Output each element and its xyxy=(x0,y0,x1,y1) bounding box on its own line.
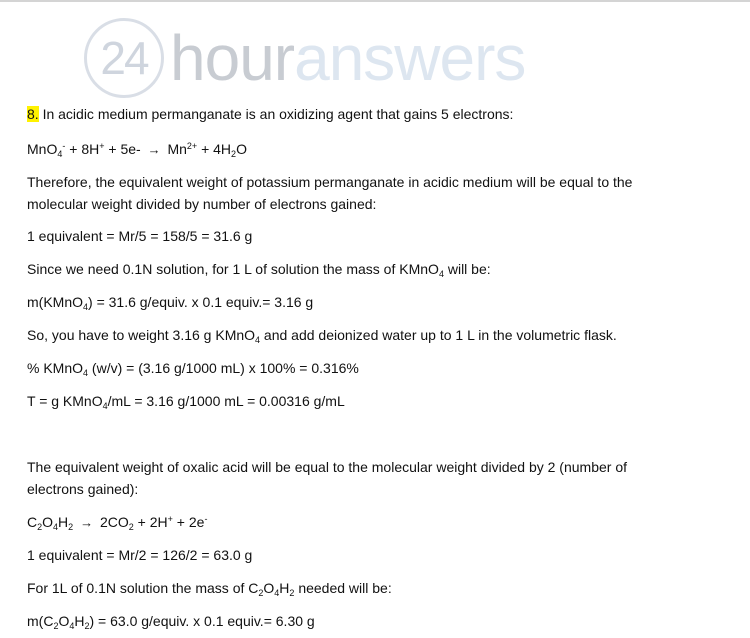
formula-part: + 8H xyxy=(65,141,100,157)
reaction-arrow-icon: → xyxy=(147,142,161,157)
formula-sub: 2 xyxy=(128,522,134,532)
reaction-permanganate xyxy=(27,139,247,160)
formula-sub: 2 xyxy=(231,149,237,159)
question-text: In acidic medium permanganate is an oxidizing agent that gains 5 electrons: xyxy=(38,106,514,122)
formula-part: MnO xyxy=(27,141,58,157)
formula-sup: + xyxy=(167,514,173,524)
question-line xyxy=(27,104,513,124)
formula-part: 2CO xyxy=(96,514,129,530)
formula-sub: 4 xyxy=(69,621,75,631)
text-part: O xyxy=(263,580,275,596)
text-part: H xyxy=(279,580,290,596)
formula-sup: - xyxy=(62,141,66,151)
watermark-logo xyxy=(84,22,525,94)
formula-sub: 4 xyxy=(274,588,280,598)
formula-sup: + xyxy=(99,141,105,151)
formula-sub: 4 xyxy=(102,401,108,411)
formula-part: O xyxy=(42,514,54,530)
equation-line: 1 equivalent = Mr/5 = 158/5 = 31.6 g xyxy=(27,228,253,244)
text-part: O xyxy=(58,613,70,629)
text-part: needed will be: xyxy=(294,580,392,596)
equation-line xyxy=(27,358,359,378)
text-part: /mL = 3.16 g/1000 mL = 0.00316 g/mL xyxy=(107,393,345,409)
equation-line xyxy=(27,611,315,631)
formula-sub: 4 xyxy=(83,302,89,312)
formula-sub: 2 xyxy=(289,588,295,598)
formula-sub: 4 xyxy=(53,522,59,532)
formula-sub: 2 xyxy=(68,522,74,532)
text-part: and add deionized water up to 1 L in the volumetric flask. xyxy=(260,327,617,343)
text-part: For 1L of 0.1N solution the mass of C xyxy=(27,580,259,596)
formula-part: + 4H xyxy=(197,141,232,157)
logo-circle: 24 xyxy=(84,18,164,98)
formula-part: + 2e xyxy=(172,514,205,530)
paragraph-line xyxy=(27,259,491,279)
formula-part: C xyxy=(27,514,38,530)
text-part: ) = 31.6 g/equiv. x 0.1 equiv.= 3.16 g xyxy=(88,294,314,310)
formula-part: Mn xyxy=(163,141,187,157)
formula-part: H xyxy=(58,514,69,530)
paragraph-line: The equivalent weight of oxalic acid will be equal to the molecular weight divided by 2 (number of xyxy=(27,459,628,475)
formula-sub: 2 xyxy=(84,621,90,631)
logo-word-answers: answers xyxy=(294,22,526,94)
paragraph-line: Therefore, the equivalent weight of potassium permanganate in acidic medium will be equal to the xyxy=(27,174,633,190)
text-part: m(KMnO xyxy=(27,294,83,310)
formula-part: O xyxy=(236,141,247,157)
text-part: will be: xyxy=(443,261,491,277)
reaction-arrow-icon: → xyxy=(80,515,94,530)
formula-sub: 4 xyxy=(255,335,261,345)
text-part: ) = 63.0 g/equiv. x 0.1 equiv.= 6.30 g xyxy=(89,613,315,629)
formula-sub: 4 xyxy=(57,149,63,159)
text-part: % KMnO xyxy=(27,360,84,376)
paragraph-line: molecular weight divided by number of electrons gained: xyxy=(27,196,377,212)
formula-part: + 5e- xyxy=(104,141,145,157)
text-part: m(C xyxy=(27,613,54,629)
paragraph-line xyxy=(27,325,617,345)
formula-sub: 2 xyxy=(258,588,264,598)
text-part: Since we need 0.1N solution, for 1 L of solution the mass of KMnO xyxy=(27,261,439,277)
question-number: 8. xyxy=(27,106,39,122)
paragraph-line: electrons gained): xyxy=(27,481,139,497)
text-part: T = g KMnO xyxy=(27,393,103,409)
text-part: (w/v) = (3.16 g/1000 mL) x 100% = 0.316% xyxy=(88,360,359,376)
reaction-oxalic xyxy=(27,512,207,533)
text-part: So, you have to weight 3.16 g KMnO xyxy=(27,327,256,343)
formula-sup: 2+ xyxy=(186,141,198,151)
equation-line xyxy=(27,391,345,411)
equation-line: 1 equivalent = Mr/2 = 126/2 = 63.0 g xyxy=(27,547,253,563)
formula-sub: 4 xyxy=(83,368,89,378)
text-part: H xyxy=(74,613,85,629)
formula-part: + 2H xyxy=(133,514,168,530)
formula-sub: 4 xyxy=(438,269,444,279)
top-border xyxy=(0,0,750,2)
equation-line xyxy=(27,292,313,312)
formula-sub: 2 xyxy=(53,621,59,631)
paragraph-line xyxy=(27,578,392,598)
logo-word-hour: hour xyxy=(170,22,295,94)
formula-sub: 2 xyxy=(37,522,43,532)
formula-sup: - xyxy=(204,514,208,524)
